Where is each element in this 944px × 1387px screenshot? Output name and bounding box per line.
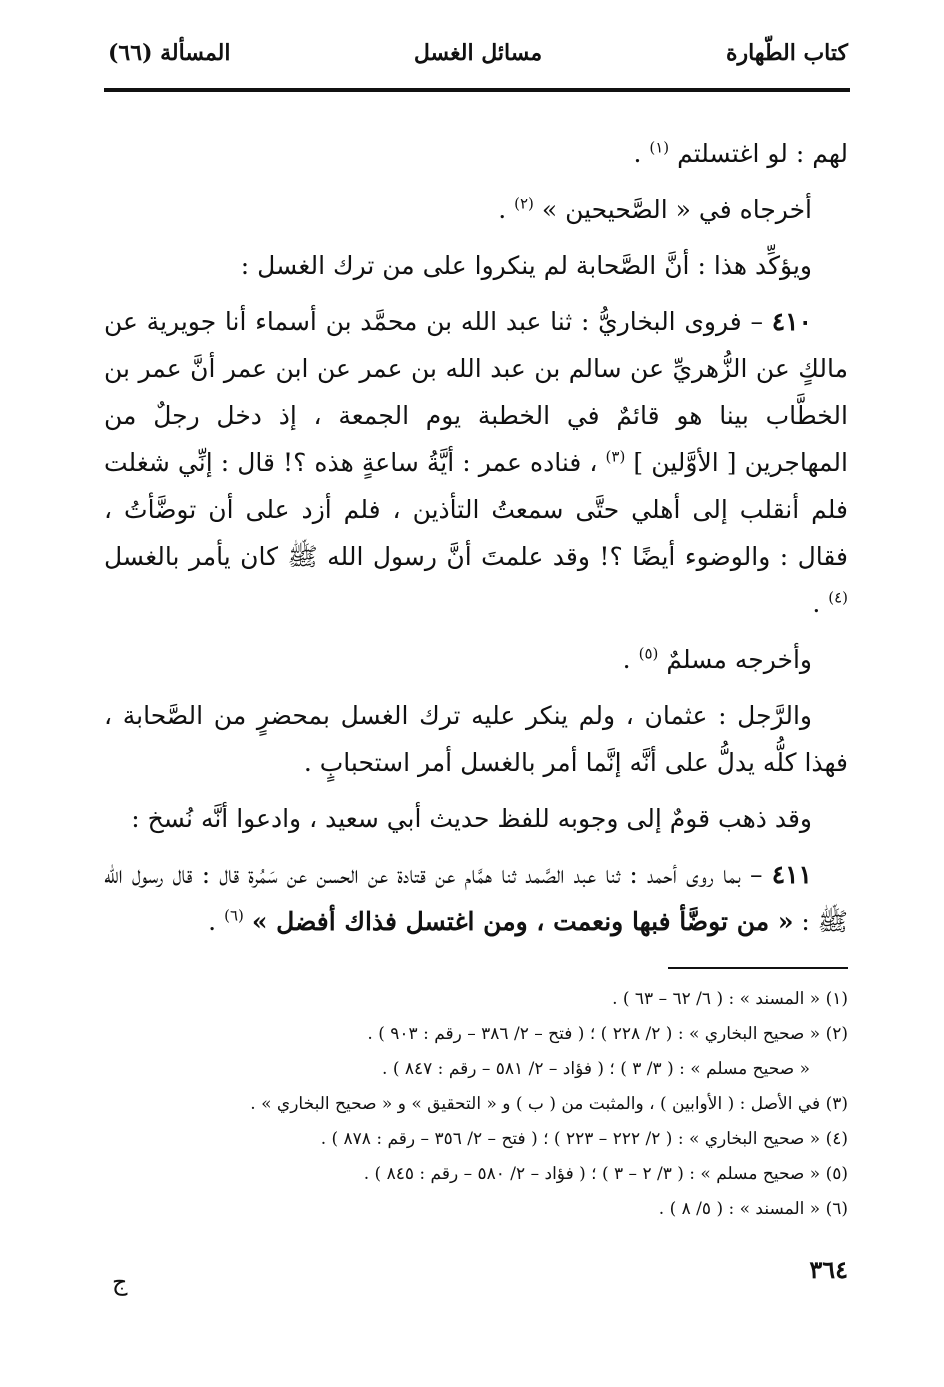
footnote: (٤) « صحيح البخاري » : ( ٢/ ٢٢٢ – ٢٢٣ ) ؛ ( فتح – ٢/ ٣٥٦ – رقم : ٨٧٨ ) . — [320, 1129, 848, 1149]
header-rule — [104, 88, 850, 92]
paragraph-text-end: . — [812, 589, 821, 618]
page-number: ٣٦٤ — [809, 1255, 848, 1284]
paragraph-text: لهم : لو اغتسلتم — [677, 139, 848, 168]
hadith-quote: « من توضَّأ فبها ونعمت ، ومن اغتسل فذاك أفضل » — [251, 907, 794, 936]
issue-label: المسألة (٦٦) — [108, 40, 231, 66]
footnote: « صحيح مسلم » : ( ٣/ ٣ ) ؛ ( فؤاد – ٢/ ٥٨١ – رقم : ٨٤٧ ) . — [382, 1059, 810, 1079]
paragraph-text: – فروى البخاريُّ : ثنا عبد الله بن محمَّد بن أسماء أنا جويرية عن مالكٍ عن الزُّهريِّ عن سالم بن عبد الله بن عمر عن ابن عمر أنَّ عمر بن الخطَّاب بينا هو قائمٌ في الخطبة يوم الجمعة ، إذ دخل رجلٌ من المهاجرين [ الأوَّلين ] — [104, 307, 848, 477]
paragraph-text: – بما روى أحمد : ثنا عبد الصَّمد ثنا همَّام عن قتادة عن الحسن عن سَمُرة قال : قال رسول الله ﷺ : — [104, 860, 848, 936]
footnote-ref: (٢) — [514, 194, 534, 213]
hadith-411 — [104, 851, 848, 945]
paragraph-text-end: . — [633, 139, 642, 168]
paragraph-text: ويؤكِّد هذا : أنَّ الصَّحابة لم ينكروا على من ترك الغسل : — [240, 251, 812, 280]
footnote: (٦) « المسند » : ( ٥/ ٨ ) . — [658, 1199, 848, 1219]
paragraph — [104, 795, 848, 842]
paragraph-text-end: . — [622, 645, 631, 674]
footnote-ref: (١) — [649, 138, 670, 157]
hadith-number: ٤١٠ — [771, 307, 812, 336]
paragraph-text-end: . — [208, 907, 217, 936]
paragraph-text: أخرجاه في « الصَّحيحين » — [541, 195, 812, 224]
hadith-number: ٤١١ — [771, 860, 812, 889]
footnote: (١) « المسند » : ( ٦/ ٦٢ – ٦٣ ) . — [612, 989, 848, 1009]
page-header — [108, 40, 848, 84]
footnote-rule — [668, 967, 848, 969]
paragraph — [104, 636, 848, 683]
paragraph — [104, 130, 848, 177]
main-text — [104, 130, 848, 954]
footnote: (٢) « صحيح البخاري » : ( ٢/ ٢٢٨ ) ؛ ( فتح – ٢/ ٣٨٦ – رقم : ٩٠٣ ) . — [367, 1024, 848, 1044]
footnote-ref: (٣) — [605, 447, 626, 466]
paragraph-text: وأخرجه مسلمٌ — [666, 645, 812, 674]
signature-mark: ج — [112, 1268, 128, 1296]
book-title: كتاب الطّهارة — [725, 40, 848, 66]
paragraph — [104, 186, 848, 233]
paragraph — [104, 692, 848, 786]
footnote: (٣) في الأصل : ( الأوابين ) ، والمثبت من ( ب ) و « التحقيق » و « صحيح البخاري » . — [250, 1094, 848, 1114]
paragraph-text: والرَّجل : عثمان ، ولم ينكر عليه ترك الغسل بمحضرٍ من الصَّحابة ، فهذا كلُّه يدلُّ على أنَّه إنَّما أمر بالغسل أمر استحبابٍ . — [104, 701, 848, 777]
paragraph-text: ، فناده عمر : أيَّةُ ساعةٍ هذه ؟! قال : إنِّي شغلت فلم أنقلب إلى أهلي حتَّى سمعتُ التأذين ، فلم أزد على أن توضَّأتُ ، فقال : والوضوء أيضًا ؟! وقد علمتَ أنَّ رسول الله ﷺ كان يأمر بالغسل — [104, 448, 848, 571]
paragraph-text-end: . — [498, 195, 507, 224]
footnote-ref: (٤) — [828, 588, 848, 607]
paragraph — [104, 242, 848, 289]
footnote-ref: (٥) — [638, 644, 659, 663]
footnote: (٥) « صحيح مسلم » : ( ٣/ ٢ – ٣ ) ؛ ( فؤاد – ٢/ ٥٨٠ – رقم : ٨٤٥ ) . — [363, 1164, 848, 1184]
hadith-410 — [104, 298, 848, 627]
section-title: مسائل الغسل — [413, 40, 543, 66]
footnotes — [104, 982, 848, 1227]
paragraph-text: وقد ذهب قومٌ إلى وجوبه للفظ حديث أبي سعيد ، وادعوا أنَّه نُسخ : — [131, 804, 812, 833]
footnote-ref: (٦) — [224, 906, 244, 925]
